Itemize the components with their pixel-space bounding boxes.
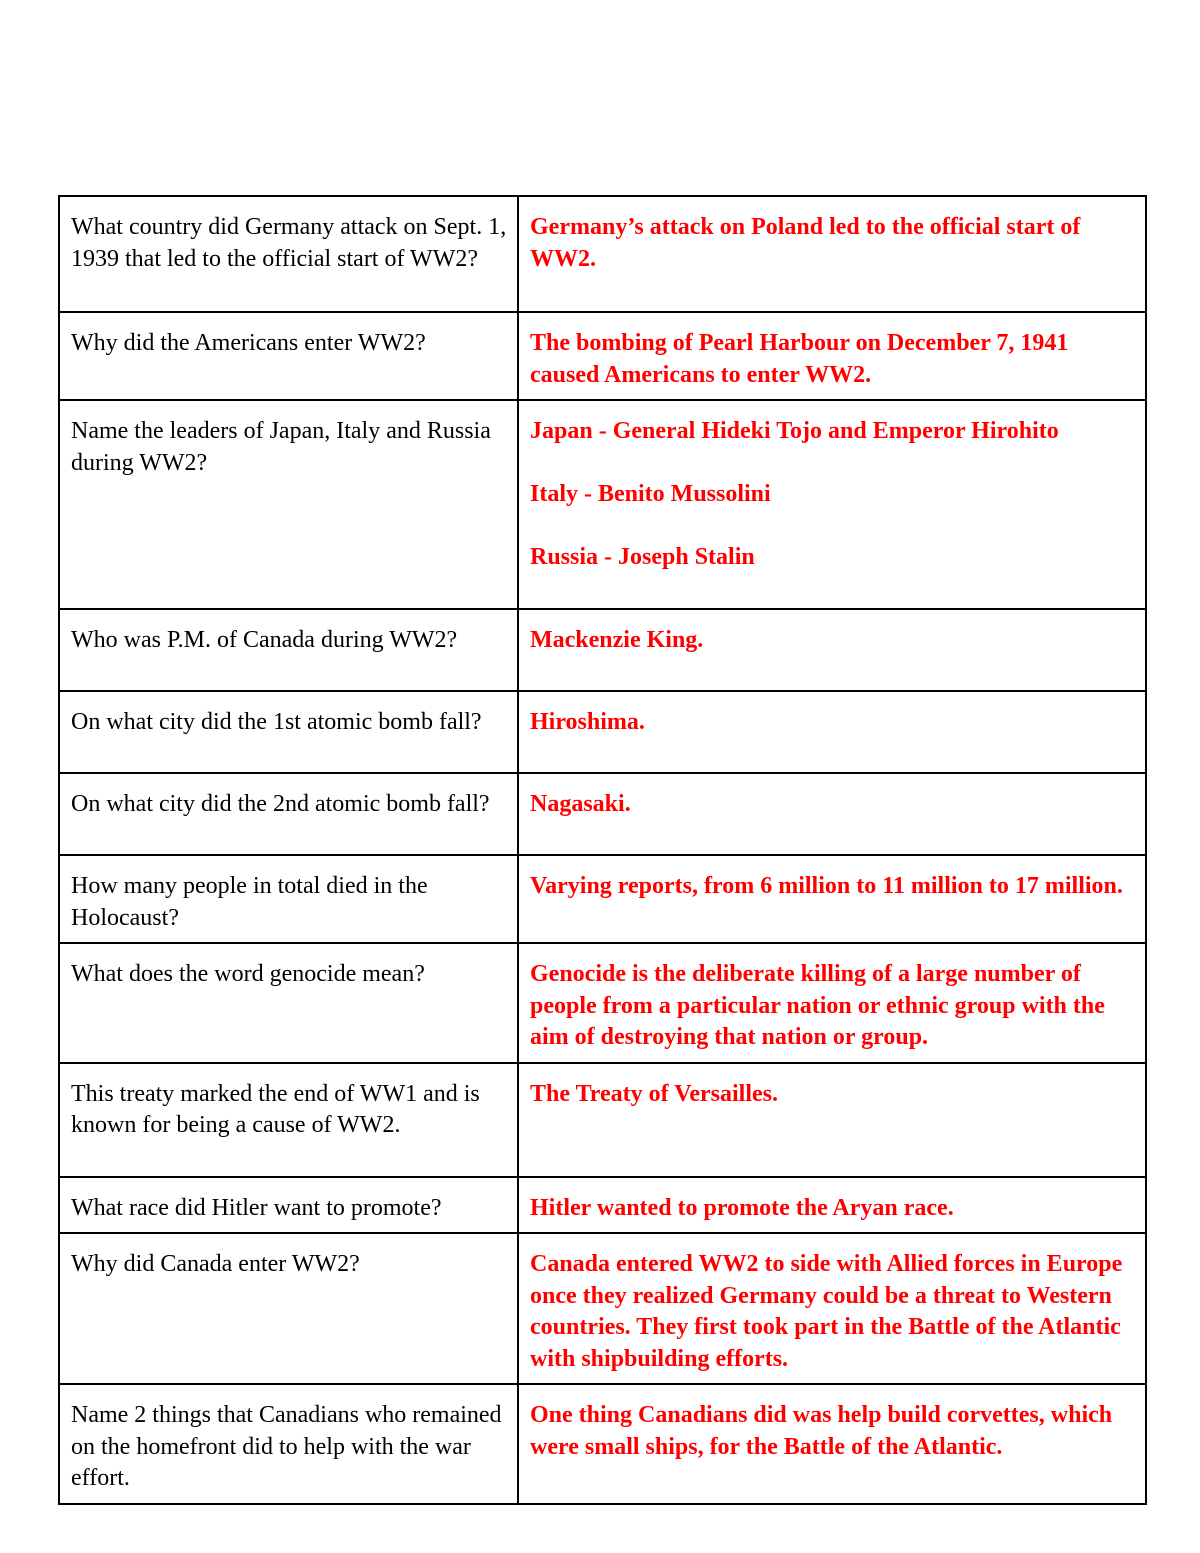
qa-row	[59, 773, 1146, 855]
question-cell: On what city did the 1st atomic bomb fall?	[59, 691, 518, 773]
qa-row	[59, 196, 1146, 312]
qa-row	[59, 855, 1146, 943]
question-cell: Name the leaders of Japan, Italy and Russia during WW2?	[59, 400, 518, 609]
answer-cell	[518, 773, 1146, 855]
answer-cell	[518, 1177, 1146, 1234]
answer-text: Hiroshima.	[530, 709, 645, 735]
qa-row	[59, 312, 1146, 400]
answer-text: Mackenzie King.	[530, 627, 704, 653]
answer-text: Genocide is the deliberate killing of a large number of people from a particular nation or ethnic group with the aim of destroying that nation or group.	[530, 961, 1105, 1050]
answer-text-russia: Russia - Joseph Stalin	[530, 544, 755, 570]
qa-row	[59, 609, 1146, 691]
question-cell: Who was P.M. of Canada during WW2?	[59, 609, 518, 691]
answer-cell	[518, 196, 1146, 312]
qa-row	[59, 1063, 1146, 1177]
question-cell: Why did the Americans enter WW2?	[59, 312, 518, 400]
qa-row	[59, 400, 1146, 609]
answer-cell	[518, 400, 1146, 609]
qa-row	[59, 1177, 1146, 1234]
answer-text: Canada entered WW2 to side with Allied forces in Europe once they realized Germany could be a threat to Western countries. They first took part in the Battle of the Atlantic with shipbuilding efforts.	[530, 1251, 1123, 1372]
answer-text: The bombing of Pearl Harbour on December 7, 1941 caused Americans to enter WW2.	[530, 330, 1069, 388]
answer-text: Hitler wanted to promote the Aryan race.	[530, 1194, 954, 1221]
answer-text-japan: Japan - General Hideki Tojo and Emperor Hirohito	[530, 418, 1059, 444]
question-cell: On what city did the 2nd atomic bomb fall?	[59, 773, 518, 855]
qa-row	[59, 1384, 1146, 1504]
question-cell: This treaty marked the end of WW1 and is known for being a cause of WW2.	[59, 1063, 518, 1177]
qa-row	[59, 691, 1146, 773]
answer-text: Germany’s attack on Poland led to the official start of WW2.	[530, 214, 1081, 272]
answer-cell	[518, 1233, 1146, 1384]
qa-table-body	[59, 196, 1146, 1504]
qa-row	[59, 1233, 1146, 1384]
answer-cell	[518, 1063, 1146, 1177]
answer-cell	[518, 312, 1146, 400]
answer-text: One thing Canadians did was help build corvettes, which were small ships, for the Battle of the Atlantic.	[530, 1402, 1113, 1460]
qa-table	[58, 195, 1147, 1505]
question-cell: Name 2 things that Canadians who remained on the homefront did to help with the war effort.	[59, 1384, 518, 1504]
answer-text-italy: Italy - Benito Mussolini	[530, 481, 771, 507]
answer-cell	[518, 1384, 1146, 1504]
question-cell: What does the word genocide mean?	[59, 943, 518, 1063]
answer-cell	[518, 691, 1146, 773]
answer-cell	[518, 609, 1146, 691]
qa-row	[59, 943, 1146, 1063]
question-cell: What country did Germany attack on Sept. 1, 1939 that led to the official start of WW2?	[59, 196, 518, 312]
answer-text: Nagasaki.	[530, 791, 631, 817]
answer-cell	[518, 855, 1146, 943]
question-cell: Why did Canada enter WW2?	[59, 1233, 518, 1384]
question-cell: How many people in total died in the Holocaust?	[59, 855, 518, 943]
answer-text: Varying reports, from 6 million to 11 million to 17 million.	[530, 873, 1123, 899]
answer-cell	[518, 943, 1146, 1063]
answer-text: The Treaty of Versailles.	[530, 1080, 778, 1107]
question-cell: What race did Hitler want to promote?	[59, 1177, 518, 1234]
